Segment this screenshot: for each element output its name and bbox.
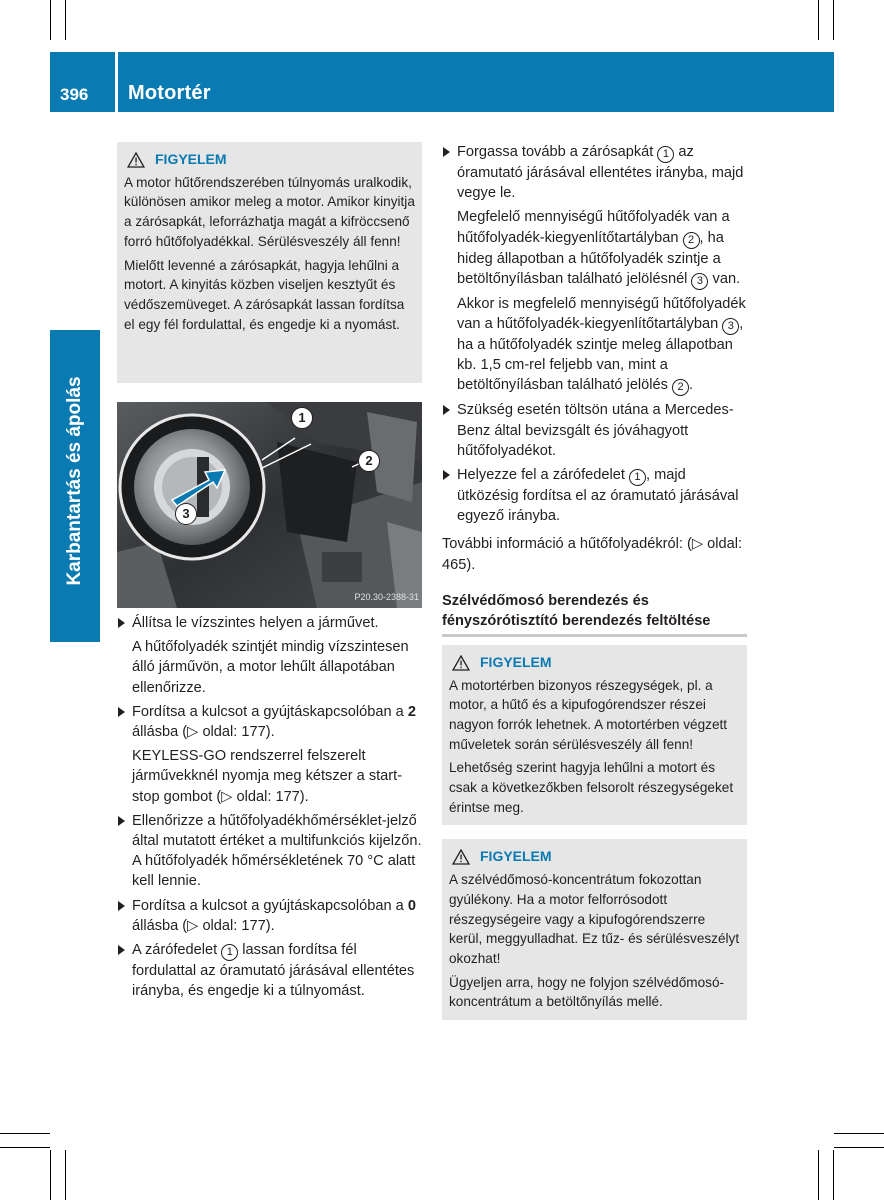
step-note: Megfelelő mennyiségű hűtőfolyadék van a hűtőfolyadék-kiegyenlítőtartályban 2 , ha hideg állapotban a hűtőfolyadék szintje a betöltőnyílásban található jelölésnél 3 van. [442,207,747,289]
section-heading: Szélvédőmosó berendezés és fényszórótisztító berendezés feltöltése [442,591,747,637]
warning-paragraph: A motor hűtőrendszerében túlnyomás uralkodik, különösen amikor meleg a motor. Amikor kinyitja a zárósapkát, leforrázhatja magát a kifröccsenő forró hűtőfolyadékkal. Sérülésveszély áll fenn! [124,174,415,249]
left-column [117,142,422,1005]
info-paragraph: További információ a hűtőfolyadékról: (▷ oldal: 465). [442,536,743,573]
circled-number: 1 [657,146,674,163]
crop-mark [65,1150,66,1200]
step-item: A zárófedelet 1 lassan fordítsa fél fordulattal az óramutató járásával ellentétes irányba, és engedje ki a túlnyomást. [117,940,422,1001]
warning-title-text: FIGYELEM [155,151,227,167]
crop-mark [834,1147,884,1148]
crop-mark [0,1147,50,1148]
crop-mark [0,1133,50,1134]
crop-mark [818,0,819,40]
step-item: Helyezze fel a zárófedelet 1 , majd ütközésig fordítsa el az óramutató járásával egyező irányba. [442,465,747,526]
callout-1: 1 [291,407,313,429]
warning-paragraph: Lehetőség szerint hagyja lehűlni a motort és csak a következőkben felsorolt részegységeket érintse meg. [449,760,734,815]
crop-mark [818,1150,819,1200]
warning-box [117,142,422,383]
figure-code: P20.30-2388-31 [354,591,419,602]
side-tab-label: Karbantartás és ápolás [64,376,85,586]
header-divider [115,52,118,112]
warning-box [442,645,747,826]
warning-title-text: FIGYELEM [480,848,552,865]
step-item: Ellenőrizze a hűtőfolyadékhőmérséklet-jelző által mutatott értéket a multifunkciós kijelzőn. [117,811,422,851]
step-note: KEYLESS-GO rendszerrel felszerelt járművekknél nyomja meg kétszer a start-stop gombot (▷ oldal: 177). [132,748,403,805]
step-note: A hűtőfolyadék szintjét mindig vízszintesen álló járművön, a motor lehűlt állapotában ellenőrizze. [132,639,409,696]
step-item: Forgassa tovább a zárósapkát 1 az óramutató járásával ellentétes irányba, majd vegye le. [442,142,747,203]
warning-title [127,150,415,170]
callout-3: 3 [175,503,197,525]
circled-number: 2 [672,379,689,396]
step-item: Állítsa le vízszintes helyen a járművet. [117,613,422,633]
step-item: Szükség esetén töltsön utána a Mercedes-Benz által bevizsgált és jóváhagyott hűtőfolyadékot. [442,400,747,461]
page-number: 396 [60,85,89,104]
step-note: Akkor is megfelelő mennyiségű hűtőfolyadék van a hűtőfolyadék-kiegyenlítőtartályban 3 , ha a hűtőfolyadék szintje meleg állapotban kb. 1,5 cm-rel feljebb van, mint a betöltőnyílásban található jelölés 2 . [442,294,747,397]
warning-title [452,847,740,867]
crop-mark [833,0,834,40]
chapter-title: Motortér [128,82,211,104]
crop-mark [65,0,66,40]
step-item: Fordítsa a kulcsot a gyújtáskapcsolóban a 2 állásba (▷ oldal: 177). [117,702,422,742]
step-item: Fordítsa a kulcsot a gyújtáskapcsolóban a 0 állásba (▷ oldal: 177). [117,896,422,936]
warning-paragraph: A motortérben bizonyos részegységek, pl. a motor, a hűtő és a kipufogórendszer részei nagyon forrók lehetnek. A motortérben végzett műveletek során sérülésveszély áll fenn! [449,677,728,752]
engine-bay-image [117,402,422,608]
step-note: A hűtőfolyadék hőmérsékletének 70 °C alatt kell lennie. [132,853,416,890]
warning-title-text: FIGYELEM [480,653,552,670]
circled-number: 1 [629,469,646,486]
warning-box [442,839,747,1020]
crop-mark [50,0,51,40]
callout-2: 2 [358,450,380,472]
side-section-tab [50,330,100,642]
left-steps [117,613,422,1001]
warning-paragraph: Ügyeljen arra, hogy ne folyjon szélvédőmosó-koncentrátum a betöltőnyílás mellé. [449,974,725,1010]
page-header [50,52,834,112]
warning-triangle-icon [452,655,470,671]
crop-mark [833,1150,834,1200]
right-column [442,142,747,1020]
circled-number: 3 [722,318,739,335]
crop-mark [834,1133,884,1134]
circled-number: 2 [683,232,700,249]
engine-figure [117,402,422,608]
warning-triangle-icon [127,152,145,168]
warning-paragraph: A szélvédőmosó-koncentrátum fokozottan gyúlékony. Ha a motor felforrósodott részegységeire vagy a kipufogórendszerre kerül, meggyulladhat. Ez tűz- és sérülésveszélyt okozhat! [449,872,740,966]
circled-number: 3 [691,273,708,290]
crop-mark [50,1150,51,1200]
warning-triangle-icon [452,849,470,865]
circled-number: 1 [221,944,238,961]
warning-paragraph: Mielőtt levenné a zárósapkát, hagyja lehűlni a motort. A kinyitás közben viseljen kesztyűt és védőszemüveget. A zárósapkát lassan fordítsa el egy fél fordulattal, és engedje ki a nyomást. [124,257,405,332]
warning-title [452,653,740,673]
